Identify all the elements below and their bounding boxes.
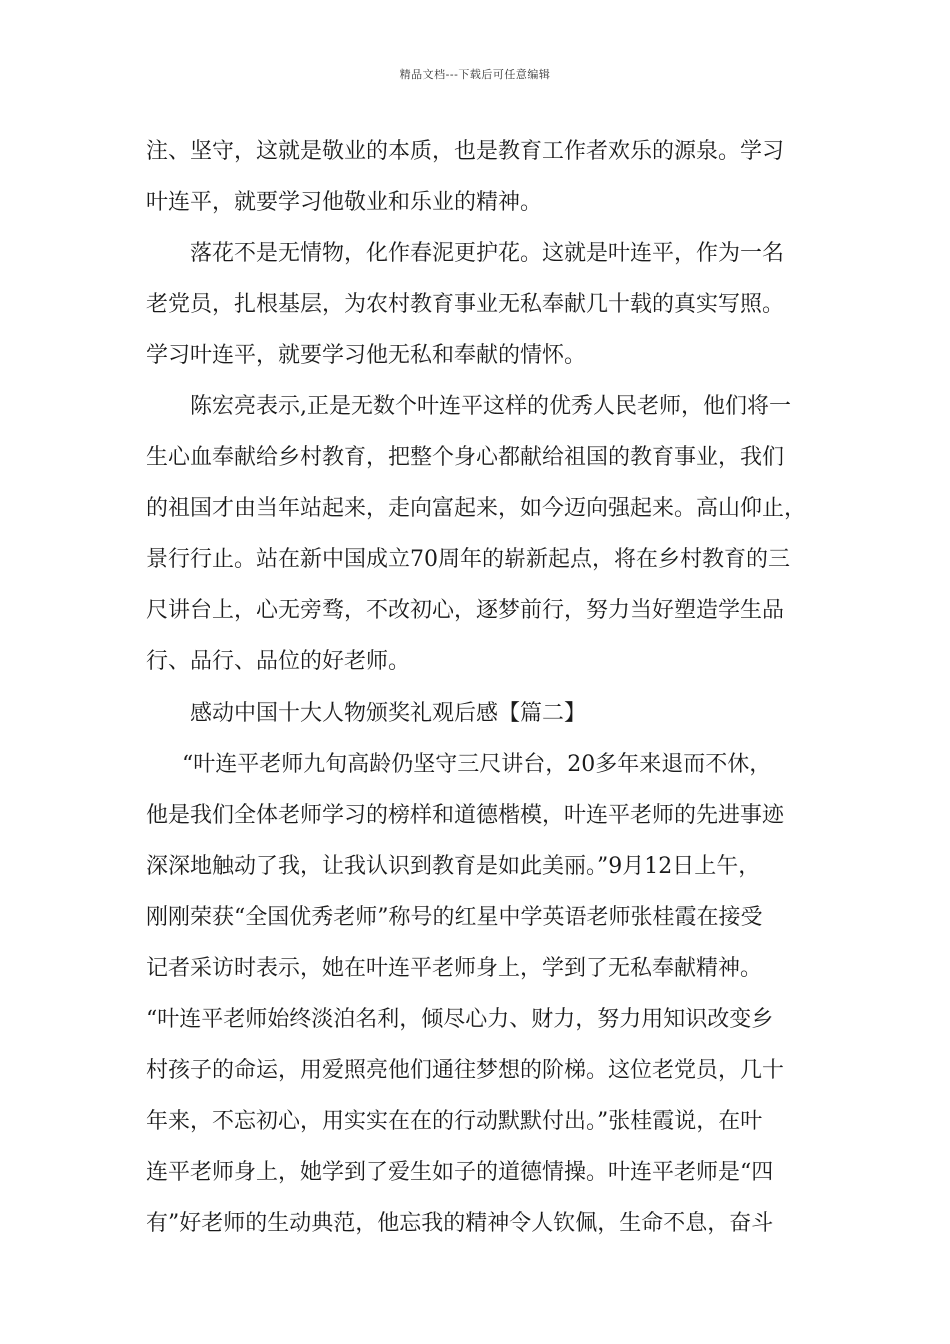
text-line: “叶连平老师始终淡泊名利，倾尽心力、财力，努力用知识改变乡 — [146, 1006, 774, 1032]
text-line: 他是我们全体老师学习的榜样和道德楷模，叶连平老师的先进事迹 — [146, 802, 785, 828]
text-line: 连平老师身上，她学到了爱生如子的道德情操。叶连平老师是“四 — [146, 1159, 774, 1185]
section-heading: 感动中国十大人物颁奖礼观后感【篇二】 — [190, 700, 587, 726]
text-line: 年来，不忘初心，用实实在在的行动默默付出。”张桂霞说，在叶 — [146, 1108, 763, 1134]
text-line: 深深地触动了我，让我认识到教育是如此美丽。”9月12日上午， — [146, 853, 761, 879]
text-line: 记者采访时表示，她在叶连平老师身上，学到了无私奉献精神。 — [146, 955, 763, 981]
text-line: 老党员，扎根基层，为农村教育事业无私奉献几十载的真实写照。 — [146, 292, 785, 318]
text-line: 景行行止。站在新中国成立70周年的崭新起点，将在乡村教育的三 — [146, 547, 790, 573]
text-line: 有”好老师的生动典范，他忘我的精神令人钦佩，生命不息，奋斗 — [146, 1210, 774, 1236]
text-line: 落花不是无情物，化作春泥更护花。这就是叶连平，作为一名 — [190, 241, 785, 267]
text-line: 行、品行、品位的好老师。 — [146, 649, 411, 675]
text-line: 叶连平，就要学习他敬业和乐业的精神。 — [146, 190, 543, 216]
text-line: 尺讲台上，心无旁骛，不改初心，逐梦前行，努力当好塑造学生品 — [146, 598, 785, 624]
text-line: 注、坚守，这就是敬业的本质，也是教育工作者欢乐的源泉。学习 — [146, 139, 785, 164]
text-line: 陈宏亮表示,正是无数个叶连平这样的优秀人民老师，他们将一 — [190, 394, 791, 420]
text-line: 的祖国才由当年站起来，走向富起来，如今迈向强起来。高山仰止， — [146, 496, 807, 522]
text-line: 村孩子的命运，用爱照亮他们通往梦想的阶梯。这位老党员，几十 — [146, 1057, 785, 1083]
text-line: 刚刚荣获“全国优秀老师”称号的红星中学英语老师张桂霞在接受 — [146, 904, 763, 930]
text-line: “叶连平老师九旬高龄仍坚守三尺讲台，20多年来退而不休， — [182, 751, 772, 777]
text-line: 学习叶连平，就要学习他无私和奉献的情怀。 — [146, 343, 587, 369]
page-header: 精品文档---下载后可任意编辑 — [399, 68, 551, 81]
text-line: 生心血奉献给乡村教育，把整个身心都献给祖国的教育事业，我们 — [146, 445, 785, 471]
document-body — [146, 126, 808, 1249]
